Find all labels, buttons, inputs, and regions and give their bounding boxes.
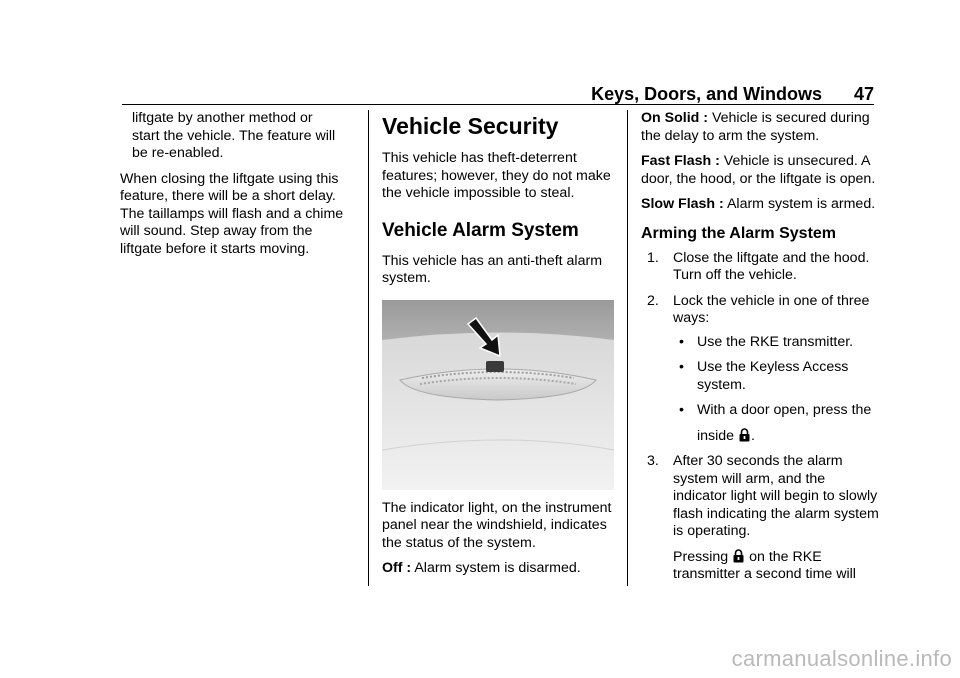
pressing-text bbox=[673, 549, 881, 584]
step-item bbox=[641, 453, 881, 584]
column-1 bbox=[120, 110, 352, 266]
text-line: be re-enabled. bbox=[132, 145, 224, 161]
column-divider bbox=[368, 110, 369, 586]
bullet-item bbox=[673, 359, 881, 394]
step-text: Close the liftgate and the hood. Turn off the vehicle. bbox=[673, 249, 870, 283]
bullet-item bbox=[673, 334, 881, 352]
status-slow-flash bbox=[641, 196, 881, 214]
heading-vehicle-alarm-system: Vehicle Alarm System bbox=[382, 219, 579, 241]
heading-vehicle-security: Vehicle Security bbox=[382, 113, 559, 139]
bullet-continuation bbox=[697, 428, 881, 446]
section-title: Keys, Doors, and Windows bbox=[591, 84, 822, 104]
status-term: Fast Flash : bbox=[641, 153, 720, 169]
security-paragraph: This vehicle has theft-deterrent features; however, they do not make the vehicle impossible to steal. bbox=[382, 150, 611, 201]
step-item bbox=[641, 293, 881, 446]
column-divider bbox=[627, 110, 628, 586]
arming-steps bbox=[641, 250, 881, 584]
bullet-text: Use the Keyless Access system. bbox=[697, 359, 849, 393]
step-number: 2. bbox=[647, 292, 659, 309]
status-off bbox=[382, 560, 618, 578]
status-description: Alarm system is disarmed. bbox=[414, 560, 581, 576]
step-number: 3. bbox=[647, 453, 659, 469]
alarm-paragraph: This vehicle has an anti-theft alarm system. bbox=[382, 252, 603, 286]
text-line: liftgate by another method or bbox=[132, 110, 313, 126]
status-term: Slow Flash : bbox=[641, 196, 724, 212]
step-number: 1. bbox=[647, 249, 659, 266]
indicator-light-figure bbox=[382, 300, 614, 490]
pressing-rest: on the RKE transmitter a second time will bbox=[673, 548, 856, 582]
step-text: After 30 seconds the alarm system will arm, and the indicator light will begin to slowly flash indicating the alarm system is operating. bbox=[673, 453, 879, 539]
status-description: Alarm system is armed. bbox=[726, 196, 876, 212]
step-text: Lock the vehicle in one of three ways: bbox=[673, 292, 870, 326]
bullet-text-inside: inside bbox=[697, 427, 735, 444]
sentence-period: . bbox=[751, 427, 755, 444]
bullet-text: With a door open, press the bbox=[697, 402, 872, 418]
heading-arming-alarm: Arming the Alarm System bbox=[641, 224, 837, 242]
status-on-solid bbox=[641, 110, 881, 145]
step-item bbox=[641, 250, 881, 285]
bullet-item bbox=[673, 402, 881, 445]
watermark-text: carmanualsonline.info bbox=[731, 646, 952, 671]
column-2 bbox=[382, 110, 618, 586]
bullet-mark: • bbox=[679, 359, 684, 375]
status-term: On Solid : bbox=[641, 110, 708, 126]
indicator-caption: The indicator light, on the instrument panel near the windshield, indicates the status of the system. bbox=[382, 499, 612, 551]
bullet-mark: • bbox=[679, 333, 684, 350]
page-number: 47 bbox=[853, 84, 874, 104]
bullet-text: Use the RKE transmitter. bbox=[697, 333, 854, 350]
lock-icon bbox=[739, 428, 750, 442]
header-rule bbox=[122, 104, 874, 105]
continued-text bbox=[120, 110, 352, 163]
status-description: Vehicle is secured during the delay to arm the system. bbox=[641, 110, 870, 144]
pressing-label: Pressing bbox=[673, 548, 729, 565]
liftgate-paragraph: When closing the liftgate using this feature, there will be a short delay. The taillamps will flash and a chime will sound. Step away from the liftgate before it starts moving. bbox=[120, 170, 344, 257]
column-3 bbox=[641, 110, 881, 592]
status-term: Off : bbox=[382, 560, 412, 576]
bullet-mark: • bbox=[679, 402, 684, 418]
text-line: start the vehicle. The feature will bbox=[132, 127, 336, 144]
status-fast-flash bbox=[641, 153, 881, 188]
lock-methods bbox=[673, 334, 881, 446]
lock-icon bbox=[733, 549, 744, 563]
status-description: Vehicle is unsecured. A door, the hood, or the liftgate is open. bbox=[641, 153, 876, 187]
